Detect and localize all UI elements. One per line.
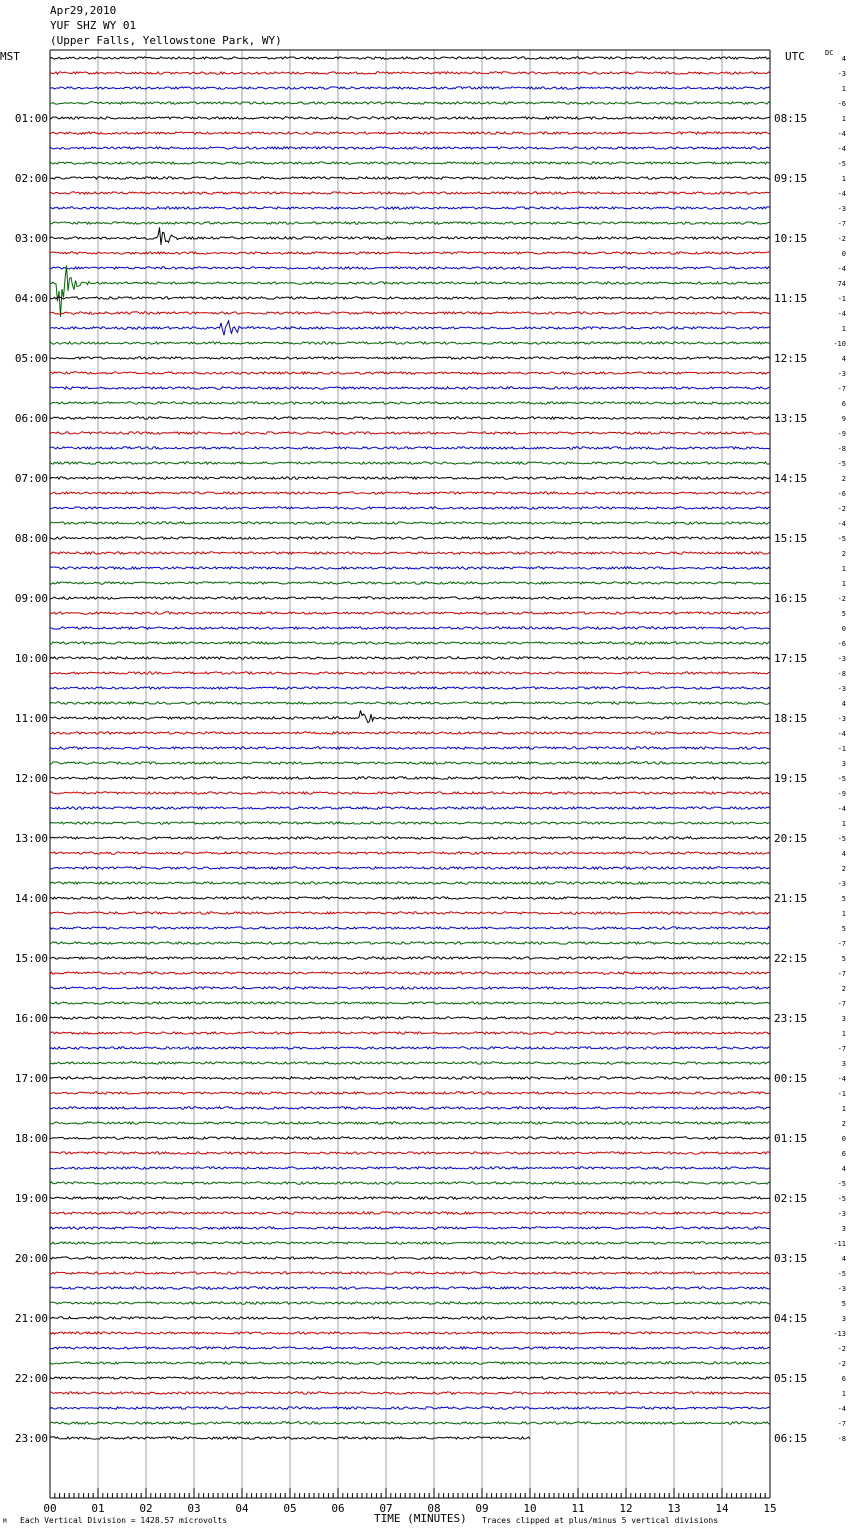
dc-offset-value: -3 — [837, 655, 846, 663]
left-hour-label: 16:00 — [14, 1012, 48, 1025]
left-hour-label: 20:00 — [14, 1252, 48, 1265]
dc-offset-value: -1 — [837, 295, 846, 303]
seismic-trace — [50, 1152, 770, 1154]
x-tick-label: 00 — [43, 1502, 57, 1515]
seismic-trace — [50, 942, 770, 944]
seismic-trace — [50, 1137, 770, 1139]
seismic-trace — [50, 1032, 770, 1034]
seismic-trace — [50, 372, 770, 374]
dc-label: DC — [825, 49, 834, 57]
dc-offset-value: 1 — [841, 1030, 846, 1038]
left-hour-label: 14:00 — [14, 892, 48, 905]
seismic-trace — [50, 822, 770, 824]
dc-offset-value: 2 — [841, 475, 846, 483]
seismic-trace — [50, 1272, 770, 1274]
header-station: YUF SHZ WY 01 — [50, 19, 137, 32]
dc-offset-value: -5 — [837, 160, 846, 168]
left-hour-label: 09:00 — [14, 592, 48, 605]
clip-note: Traces clipped at plus/minus 5 vertical divisions — [482, 1516, 719, 1525]
dc-offset-value: 2 — [841, 550, 846, 558]
seismic-trace — [50, 1377, 770, 1379]
dc-offset-value: -1 — [837, 745, 846, 753]
seismic-trace — [50, 1242, 770, 1244]
right-hour-label: 23:15 — [774, 1012, 808, 1025]
seismic-trace — [50, 777, 770, 779]
dc-offset-value: -7 — [837, 385, 846, 393]
right-hour-label: 17:15 — [774, 652, 808, 665]
right-timezone-label: UTC — [785, 50, 805, 63]
dc-offset-value: 5 — [841, 1300, 846, 1308]
dc-offset-value: 0 — [841, 1135, 846, 1143]
dc-offset-value: -7 — [837, 1000, 846, 1008]
seismic-trace — [50, 552, 770, 554]
right-hour-label: 18:15 — [774, 712, 808, 725]
seismic-trace — [50, 657, 770, 659]
seismic-trace — [50, 1002, 770, 1004]
seismic-trace — [50, 1347, 770, 1349]
dc-offset-value: 4 — [841, 55, 846, 63]
seismic-trace — [50, 597, 770, 599]
right-hour-label: 11:15 — [774, 292, 808, 305]
dc-offset-value: -6 — [837, 100, 846, 108]
left-hour-label: 18:00 — [14, 1132, 48, 1145]
seismic-trace — [50, 267, 770, 269]
dc-offset-value: -7 — [837, 1045, 846, 1053]
dc-offset-value: -7 — [837, 1420, 846, 1428]
right-hour-label: 02:15 — [774, 1192, 808, 1205]
dc-offset-value: -5 — [837, 1270, 846, 1278]
right-hour-label: 03:15 — [774, 1252, 808, 1265]
seismic-trace — [50, 462, 770, 464]
dc-offset-value: 1 — [841, 1390, 846, 1398]
seismic-trace — [50, 1107, 770, 1109]
dc-offset-value: -4 — [837, 1405, 846, 1413]
seismic-trace — [50, 972, 770, 974]
left-hour-label: 07:00 — [14, 472, 48, 485]
right-hour-labels — [774, 112, 807, 1445]
seismic-trace — [50, 687, 770, 689]
seismic-trace — [50, 177, 770, 179]
dc-offset-value: -4 — [837, 130, 846, 138]
seismic-trace — [50, 252, 770, 254]
x-tick-label: 03 — [187, 1502, 201, 1515]
dc-offset-value: 2 — [841, 985, 846, 993]
dc-offset-value: -4 — [837, 520, 846, 528]
dc-offset-value: -4 — [837, 805, 846, 813]
dc-offset-value: 74 — [837, 280, 846, 288]
seismic-trace — [50, 747, 770, 749]
x-tick-label: 12 — [619, 1502, 633, 1515]
seismic-trace — [50, 492, 770, 494]
left-hour-label: 11:00 — [14, 712, 48, 725]
dc-offset-value: -13 — [833, 1330, 846, 1338]
dc-offset-value: -4 — [837, 310, 846, 318]
seismic-trace — [50, 1332, 770, 1334]
dc-offset-value: 6 — [841, 1150, 846, 1158]
seismic-trace — [50, 265, 770, 316]
seismic-trace — [50, 1182, 770, 1184]
right-hour-label: 21:15 — [774, 892, 808, 905]
dc-offset-value: 4 — [841, 1165, 846, 1173]
seismic-trace — [50, 1197, 770, 1199]
dc-offset-value: 3 — [841, 760, 846, 768]
dc-offset-value: -2 — [837, 1345, 846, 1353]
x-tick-label: 06 — [331, 1502, 345, 1515]
seismic-trace — [50, 732, 770, 734]
dc-offset-value: -3 — [837, 1210, 846, 1218]
seismic-trace — [50, 987, 770, 989]
seismic-trace — [50, 710, 770, 722]
left-hour-label: 10:00 — [14, 652, 48, 665]
seismic-trace — [50, 227, 770, 244]
header-location: (Upper Falls, Yellowstone Park, WY) — [50, 34, 282, 47]
dc-offset-value: 1 — [841, 820, 846, 828]
seismic-trace — [50, 912, 770, 914]
seismic-trace — [50, 357, 770, 359]
seismic-trace — [50, 1317, 770, 1319]
seismic-trace — [50, 1302, 770, 1304]
seismic-trace — [50, 312, 770, 314]
dc-offset-value: 1 — [841, 175, 846, 183]
seismic-trace — [50, 57, 770, 59]
dc-offset-value: -5 — [837, 1180, 846, 1188]
x-tick-label: 11 — [571, 1502, 585, 1515]
seismic-trace — [50, 147, 770, 149]
dc-offset-value: -8 — [837, 445, 846, 453]
right-hour-label: 15:15 — [774, 532, 808, 545]
dc-offset-value: 1 — [841, 85, 846, 93]
seismic-trace — [50, 837, 770, 839]
dc-offset-value: -9 — [837, 430, 846, 438]
dc-offset-value: 6 — [841, 400, 846, 408]
left-hour-label: 02:00 — [14, 172, 48, 185]
left-hour-label: 06:00 — [14, 412, 48, 425]
x-tick-label: 15 — [763, 1502, 777, 1515]
right-hour-label: 05:15 — [774, 1372, 808, 1385]
dc-offset-value: 3 — [841, 1015, 846, 1023]
dc-offset-value: -4 — [837, 1075, 846, 1083]
seismic-trace — [50, 162, 770, 164]
right-hour-label: 13:15 — [774, 412, 808, 425]
seismic-trace — [50, 321, 770, 336]
seismic-trace — [50, 192, 770, 194]
x-tick-label: 14 — [715, 1502, 729, 1515]
dc-offset-labels — [833, 55, 846, 1443]
seismic-trace — [50, 1092, 770, 1094]
left-hour-label: 04:00 — [14, 292, 48, 305]
x-tick-label: 01 — [91, 1502, 105, 1515]
right-hour-label: 20:15 — [774, 832, 808, 845]
seismic-trace — [50, 477, 770, 479]
seismic-trace — [50, 1392, 770, 1394]
right-hour-label: 16:15 — [774, 592, 808, 605]
dc-offset-value: 1 — [841, 115, 846, 123]
dc-offset-value: 5 — [841, 895, 846, 903]
seismic-trace — [50, 447, 770, 449]
dc-offset-value: -9 — [837, 790, 846, 798]
scale-note: Each Vertical Division = 1428.57 microvolts — [20, 1516, 228, 1525]
dc-offset-value: 2 — [841, 1120, 846, 1128]
right-hour-label: 22:15 — [774, 952, 808, 965]
dc-offset-value: -3 — [837, 1285, 846, 1293]
seismic-trace — [50, 762, 770, 764]
dc-offset-value: -4 — [837, 730, 846, 738]
x-axis — [43, 1488, 776, 1515]
seismic-trace — [50, 1257, 770, 1259]
dc-offset-value: 0 — [841, 625, 846, 633]
seismic-trace — [50, 672, 770, 674]
dc-offset-value: 4 — [841, 1255, 846, 1263]
trace-group — [50, 57, 770, 1439]
dc-offset-value: -3 — [837, 205, 846, 213]
left-hour-label: 23:00 — [14, 1432, 48, 1445]
seismic-trace — [50, 222, 770, 224]
seismic-trace — [50, 72, 770, 74]
dc-offset-value: 4 — [841, 355, 846, 363]
seismic-trace — [50, 612, 770, 614]
dc-offset-value: -7 — [837, 970, 846, 978]
dc-offset-value: -6 — [837, 490, 846, 498]
seismic-trace — [50, 1167, 770, 1169]
right-hour-label: 09:15 — [774, 172, 808, 185]
dc-offset-value: 3 — [841, 1060, 846, 1068]
right-hour-label: 12:15 — [774, 352, 808, 365]
dc-offset-value: -8 — [837, 670, 846, 678]
x-tick-label: 04 — [235, 1502, 249, 1515]
dc-offset-value: -4 — [837, 265, 846, 273]
seismic-trace — [50, 342, 770, 344]
seismic-trace — [50, 852, 770, 854]
dc-offset-value: -4 — [837, 190, 846, 198]
seismic-trace — [50, 1017, 770, 1019]
dc-offset-value: 5 — [841, 925, 846, 933]
right-hour-label: 19:15 — [774, 772, 808, 785]
dc-offset-value: 1 — [841, 910, 846, 918]
dc-offset-value: -2 — [837, 1360, 846, 1368]
right-hour-label: 01:15 — [774, 1132, 808, 1145]
dc-offset-value: -3 — [837, 370, 846, 378]
x-tick-label: 09 — [475, 1502, 489, 1515]
dc-offset-value: 4 — [841, 850, 846, 858]
dc-offset-value: 1 — [841, 565, 846, 573]
left-hour-label: 15:00 — [14, 952, 48, 965]
seismic-trace — [50, 1077, 770, 1079]
seismic-trace — [50, 1362, 770, 1364]
left-hour-label: 17:00 — [14, 1072, 48, 1085]
dc-offset-value: -6 — [837, 640, 846, 648]
x-axis-title: TIME (MINUTES) — [374, 1512, 467, 1525]
seismic-trace — [50, 87, 770, 89]
seismic-trace — [50, 957, 770, 959]
header-date: Apr29,2010 — [50, 4, 117, 17]
seismic-trace — [50, 522, 770, 524]
corner-mark: M — [3, 1518, 7, 1525]
seismic-trace — [50, 1407, 770, 1409]
seismic-trace — [50, 1062, 770, 1064]
dc-offset-value: -11 — [833, 1240, 846, 1248]
dc-offset-value: 6 — [841, 1375, 846, 1383]
x-tick-label: 07 — [379, 1502, 393, 1515]
seismic-trace — [50, 582, 770, 584]
seismic-trace — [50, 537, 770, 539]
seismic-trace — [50, 702, 770, 704]
seismic-trace — [50, 927, 770, 929]
left-hour-label: 19:00 — [14, 1192, 48, 1205]
left-hour-label: 21:00 — [14, 1312, 48, 1325]
dc-offset-value: 1 — [841, 1105, 846, 1113]
dc-offset-value: -7 — [837, 940, 846, 948]
right-hour-label: 06:15 — [774, 1432, 808, 1445]
seismic-trace — [50, 567, 770, 569]
dc-offset-value: -5 — [837, 775, 846, 783]
dc-offset-value: -3 — [837, 70, 846, 78]
seismic-trace — [50, 897, 770, 899]
dc-offset-value: 2 — [841, 865, 846, 873]
dc-offset-value: -5 — [837, 1195, 846, 1203]
left-hour-label: 01:00 — [14, 112, 48, 125]
left-hour-label: 12:00 — [14, 772, 48, 785]
dc-offset-value: -2 — [837, 595, 846, 603]
right-hour-label: 04:15 — [774, 1312, 808, 1325]
seismic-trace — [50, 117, 770, 119]
seismic-trace — [50, 1287, 770, 1289]
seismic-trace — [50, 1122, 770, 1124]
seismic-trace — [50, 387, 770, 389]
seismic-trace — [50, 417, 770, 419]
right-hour-label: 08:15 — [774, 112, 808, 125]
seismic-trace — [50, 402, 770, 404]
left-hour-label: 08:00 — [14, 532, 48, 545]
dc-offset-value: -2 — [837, 505, 846, 513]
x-tick-label: 05 — [283, 1502, 297, 1515]
seismic-trace — [50, 1422, 770, 1424]
left-timezone-label: MST — [0, 50, 20, 63]
right-hour-label: 10:15 — [774, 232, 808, 245]
left-hour-label: 13:00 — [14, 832, 48, 845]
right-hour-label: 00:15 — [774, 1072, 808, 1085]
dc-offset-value: 3 — [841, 1315, 846, 1323]
seismic-trace — [50, 207, 770, 209]
seismic-trace — [50, 1047, 770, 1049]
dc-offset-value: -1 — [837, 1090, 846, 1098]
left-hour-label: 05:00 — [14, 352, 48, 365]
seismic-trace — [50, 642, 770, 644]
seismic-trace — [50, 1212, 770, 1214]
seismic-trace — [50, 807, 770, 809]
dc-offset-value: -3 — [837, 880, 846, 888]
dc-offset-value: -5 — [837, 460, 846, 468]
dc-offset-value: -2 — [837, 235, 846, 243]
seismic-trace — [50, 1227, 770, 1229]
dc-offset-value: -5 — [837, 535, 846, 543]
seismic-trace — [50, 507, 770, 509]
dc-offset-value: -5 — [837, 835, 846, 843]
dc-offset-value: -3 — [837, 715, 846, 723]
dc-offset-value: -10 — [833, 340, 846, 348]
seismic-trace — [50, 297, 770, 299]
seismic-trace — [50, 627, 770, 629]
dc-offset-value: 5 — [841, 955, 846, 963]
dc-offset-value: 3 — [841, 1225, 846, 1233]
dc-offset-value: 9 — [841, 415, 846, 423]
dc-offset-value: -7 — [837, 220, 846, 228]
seismic-trace — [50, 102, 770, 104]
dc-offset-value: -8 — [837, 1435, 846, 1443]
x-tick-label: 02 — [139, 1502, 153, 1515]
dc-offset-value: 0 — [841, 250, 846, 258]
dc-offset-value: 5 — [841, 610, 846, 618]
seismic-trace — [50, 792, 770, 794]
dc-offset-value: 4 — [841, 700, 846, 708]
seismic-trace — [50, 867, 770, 869]
seismic-trace — [50, 432, 770, 434]
left-hour-label: 03:00 — [14, 232, 48, 245]
dc-offset-value: 1 — [841, 580, 846, 588]
x-tick-label: 08 — [427, 1502, 441, 1515]
dc-offset-value: -4 — [837, 145, 846, 153]
seismic-trace — [50, 132, 770, 134]
x-tick-label: 13 — [667, 1502, 681, 1515]
x-tick-label: 10 — [523, 1502, 537, 1515]
dc-offset-value: 1 — [841, 325, 846, 333]
seismic-trace — [50, 882, 770, 884]
right-hour-label: 14:15 — [774, 472, 808, 485]
left-hour-label: 22:00 — [14, 1372, 48, 1385]
dc-offset-value: -3 — [837, 685, 846, 693]
left-hour-labels — [15, 112, 48, 1445]
